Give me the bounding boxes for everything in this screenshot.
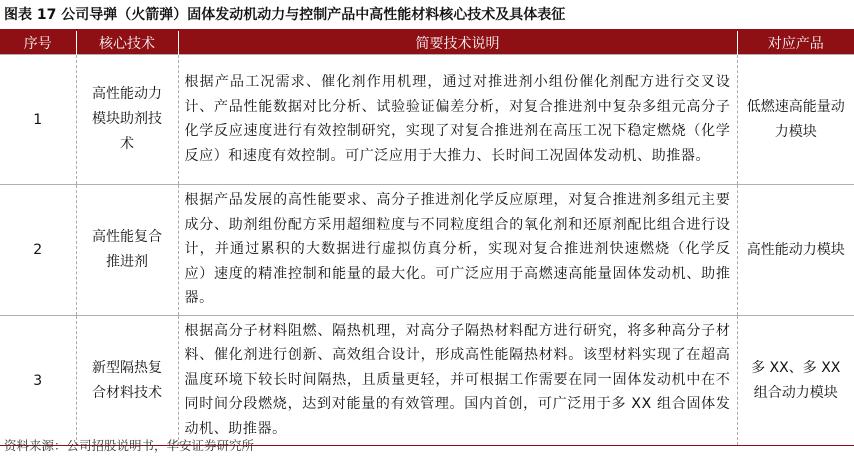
row-index: 3 [0, 316, 76, 446]
source-note: 资料来源：公司招股说明书，华安证券研究所 [4, 438, 255, 453]
row-description: 根据产品发展的高性能要求、高分子推进剂化学反应原理，对复合推进剂多组元主要成分、助剂组份配方采用超细粒度与不同粒度组合的氧化剂和还原剂配比组合进行设计，并通过累积的大数据进行虚拟仿真分析，实现对复合推进剂快速燃烧（化学反应）速度的精准控制和能量的最大化。可广泛应用于高燃速高能量固体发动机、助推器。 [178, 185, 737, 316]
core-technology-table [0, 31, 854, 446]
header-technology: 核心技术 [76, 31, 178, 55]
table-row [0, 55, 854, 185]
header-index: 序号 [0, 31, 76, 55]
header-product: 对应产品 [737, 31, 854, 55]
table-row [0, 316, 854, 446]
row-technology: 新型隔热复合材料技术 [76, 316, 178, 446]
row-description: 根据产品工况需求、催化剂作用机理，通过对推进剂小组份催化剂配方进行交叉设计、产品性能数据对比分析、试验验证偏差分析，对复合推进剂中复杂多组元高分子化学反应速度进行有效控制研究，实现了对复合推进剂在高压工况下稳定燃烧（化学反应）和速度有效控制。可广泛应用于大推力、长时间工况固体发动机、助推器。 [178, 55, 737, 185]
row-technology: 高性能复合推进剂 [76, 185, 178, 316]
figure-title: 图表 17 公司导弹（火箭弹）固体发动机动力与控制产品中高性能材料核心技术及具体表征 [4, 7, 566, 23]
row-description: 根据高分子材料阻燃、隔热机理，对高分子隔热材料配方进行研究，将多种高分子材料、催化剂进行创新、高效组合设计，形成高性能隔热材料。该型材料实现了在超高温度环境下较长时间隔热，且质量更轻，并可根据工作需要在同一固体发动机中在不同时间分段燃烧，达到对能量的有效管理。国内首创，可广泛用于多 XX 组合固体发动机、助推器。 [178, 316, 737, 446]
row-index: 1 [0, 55, 76, 185]
header-description: 简要技术说明 [178, 31, 737, 55]
row-product: 多 XX、多 XX 组合动力模块 [737, 316, 854, 446]
table-header-row [0, 31, 854, 55]
row-product: 低燃速高能量动力模块 [737, 55, 854, 185]
table-row [0, 185, 854, 316]
row-index: 2 [0, 185, 76, 316]
row-technology: 高性能动力模块助剂技术 [76, 55, 178, 185]
row-product: 高性能动力模块 [737, 185, 854, 316]
